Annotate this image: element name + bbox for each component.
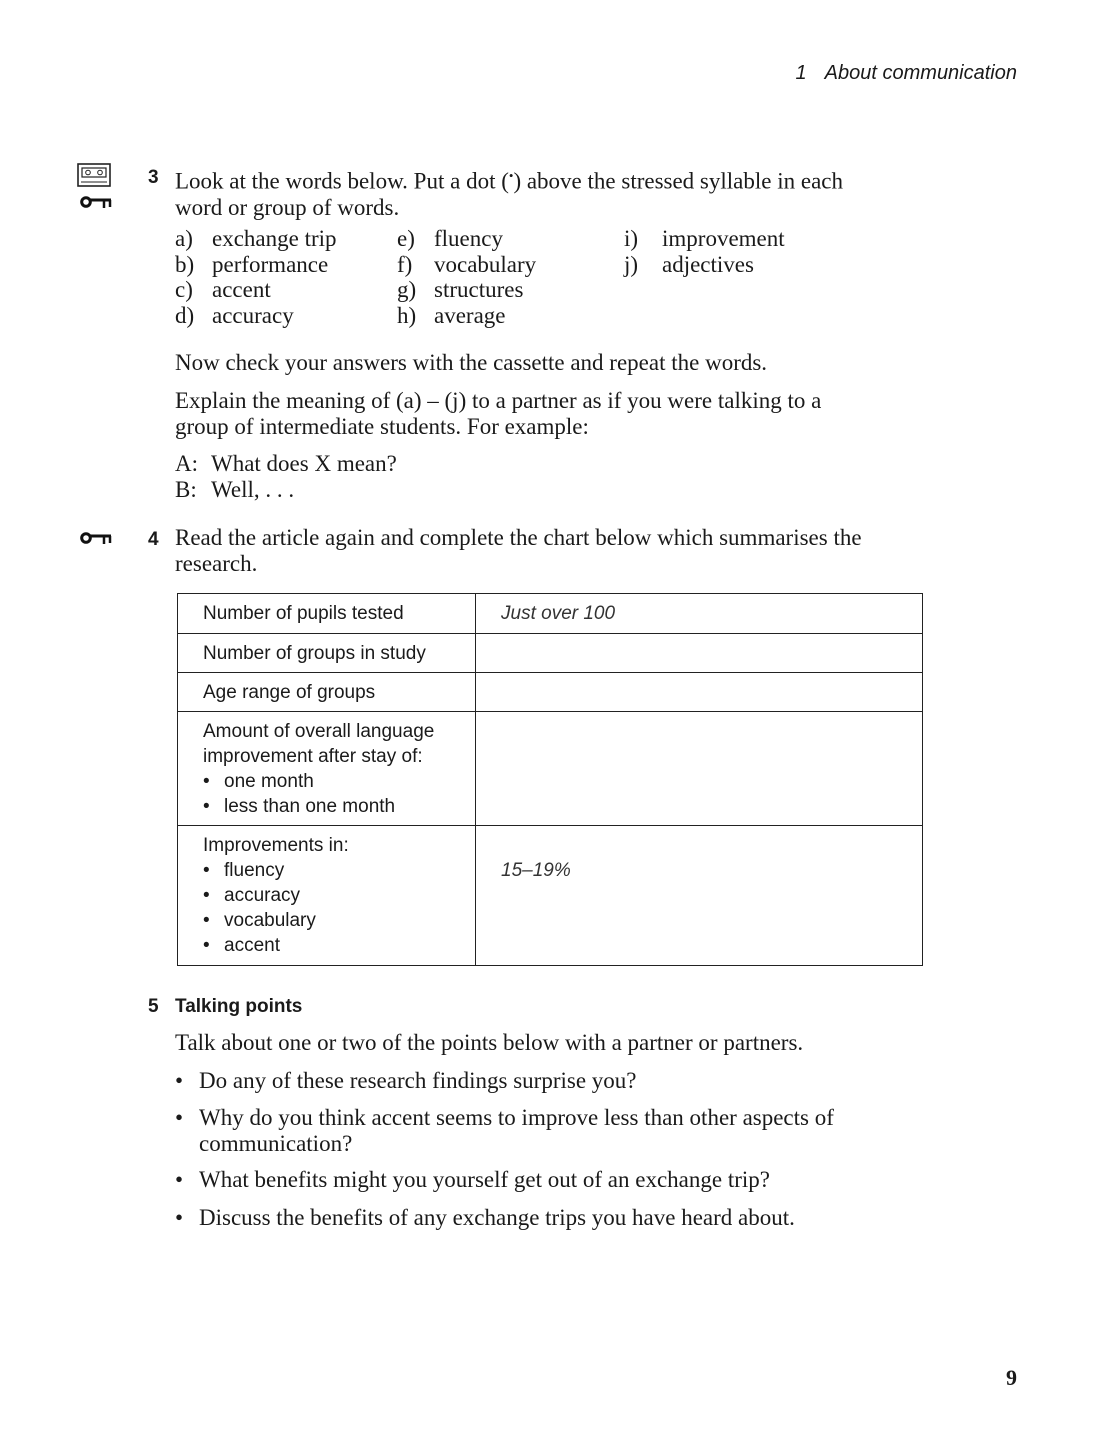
word-column bbox=[624, 226, 785, 277]
bullet-item: • accent bbox=[203, 933, 465, 958]
speaker-label: A: bbox=[175, 451, 198, 476]
table-label-cell: Age range of groups bbox=[178, 673, 476, 712]
bullet-item: • one month bbox=[203, 769, 465, 794]
word-item bbox=[397, 277, 536, 303]
word-letter: h) bbox=[397, 302, 417, 328]
talking-point-text bbox=[175, 1105, 919, 1157]
word-text: adjectives bbox=[662, 251, 754, 277]
instruction-line bbox=[175, 163, 843, 195]
word-text: vocabulary bbox=[434, 251, 537, 277]
word-text: performance bbox=[212, 251, 329, 277]
label-line: Amount of overall language bbox=[203, 721, 435, 742]
talking-point-text: • Discuss the benefits of any exchange trips you have heard about. bbox=[175, 1205, 919, 1231]
word-item bbox=[397, 226, 536, 252]
word-letter: a) bbox=[175, 226, 193, 251]
dialogue-line bbox=[175, 451, 397, 477]
word-column bbox=[175, 226, 337, 328]
exercise-4-instruction bbox=[175, 525, 862, 577]
word-item bbox=[175, 303, 337, 329]
unit-title: About communication bbox=[824, 62, 1017, 84]
bullet-item: • fluency bbox=[203, 858, 465, 883]
page-number: 9 bbox=[1006, 1365, 1017, 1390]
explain-instruction bbox=[175, 388, 821, 440]
example-dialogue bbox=[175, 451, 397, 503]
instruction-line: word or group of words. bbox=[175, 194, 400, 220]
exercise-4-number: 4 bbox=[148, 529, 159, 550]
instruction-text: ) above the stressed syllable in each bbox=[513, 168, 843, 194]
table-label-cell bbox=[178, 712, 476, 826]
bullet-item: • less than one month bbox=[203, 794, 465, 819]
exercise-5-title: Talking points bbox=[175, 996, 303, 1017]
talking-point-text: • What benefits might you yourself get out of an exchange trip? bbox=[175, 1167, 919, 1193]
table-value-cell[interactable]: Just over 100 bbox=[476, 594, 923, 634]
bullet-item: • vocabulary bbox=[203, 908, 465, 933]
key-icon bbox=[80, 194, 114, 210]
word-text: improvement bbox=[662, 226, 785, 251]
label-line: improvement after stay of: bbox=[203, 746, 423, 767]
word-item bbox=[397, 252, 536, 278]
word-text: exchange trip bbox=[212, 226, 337, 251]
check-instruction: Now check your answers with the cassette and repeat the words. bbox=[175, 350, 768, 375]
exercise-3-instruction bbox=[175, 163, 843, 221]
word-text: structures bbox=[434, 277, 524, 302]
label-line: Improvements in: bbox=[203, 835, 349, 856]
running-header bbox=[796, 62, 1017, 85]
table-value-cell[interactable]: 15–19% bbox=[476, 826, 923, 966]
table-value-cell[interactable] bbox=[476, 673, 923, 712]
word-text: accent bbox=[212, 277, 271, 302]
instruction-line: group of intermediate students. For example: bbox=[175, 414, 589, 439]
dialogue-text: What does X mean? bbox=[211, 451, 397, 476]
talking-point bbox=[175, 1167, 919, 1193]
word-item bbox=[624, 226, 785, 252]
cassette-icon bbox=[77, 163, 111, 189]
table-row bbox=[178, 634, 923, 673]
word-letter: e) bbox=[397, 226, 415, 251]
exercise-5-number: 5 bbox=[148, 996, 159, 1017]
table-row bbox=[178, 594, 923, 634]
speaker-label: B: bbox=[175, 477, 197, 502]
research-summary-table bbox=[177, 593, 923, 966]
word-item bbox=[175, 226, 337, 252]
talking-point-line: communication? bbox=[199, 1131, 353, 1156]
word-column bbox=[397, 226, 536, 328]
word-text: average bbox=[434, 302, 506, 328]
word-item bbox=[624, 252, 785, 278]
word-text: accuracy bbox=[212, 302, 294, 328]
exercise-5-intro: Talk about one or two of the points below with a partner or partners. bbox=[175, 1030, 804, 1055]
word-text: fluency bbox=[434, 226, 503, 251]
dialogue-line bbox=[175, 477, 397, 503]
word-letter: j) bbox=[624, 251, 639, 277]
key-icon bbox=[80, 530, 114, 546]
bullet-item: • accuracy bbox=[203, 883, 465, 908]
talking-point bbox=[175, 1205, 919, 1231]
instruction-line: Read the article again and complete the chart below which summarises the bbox=[175, 525, 862, 550]
dialogue-text: Well, . . . bbox=[211, 477, 295, 502]
instruction-line: research. bbox=[175, 551, 258, 576]
word-item bbox=[397, 303, 536, 329]
table-label-cell bbox=[178, 826, 476, 966]
table-value-cell[interactable] bbox=[476, 634, 923, 673]
word-letter: b) bbox=[175, 251, 195, 277]
word-letter: g) bbox=[397, 277, 417, 302]
table-label-cell: Number of groups in study bbox=[178, 634, 476, 673]
word-item bbox=[175, 252, 337, 278]
unit-number: 1 bbox=[795, 62, 807, 84]
talking-point bbox=[175, 1105, 919, 1157]
instruction-text: Look at the words below. Put a dot ( bbox=[175, 168, 509, 194]
instruction-line: Explain the meaning of (a) – (j) to a partner as if you were talking to a bbox=[175, 388, 822, 413]
table-row bbox=[178, 826, 923, 966]
talking-point bbox=[175, 1068, 919, 1094]
talking-point-line: • Why do you think accent seems to improve less than other aspects of bbox=[199, 1105, 834, 1130]
table-label-cell: Number of pupils tested bbox=[178, 594, 476, 634]
table-value-cell[interactable] bbox=[476, 712, 923, 826]
word-letter: f) bbox=[397, 251, 413, 277]
word-letter: i) bbox=[624, 226, 639, 251]
word-letter: d) bbox=[175, 302, 195, 328]
word-item bbox=[175, 277, 337, 303]
word-letter: c) bbox=[175, 277, 193, 302]
stress-dot: • bbox=[508, 168, 514, 183]
table-row bbox=[178, 712, 923, 826]
table-row bbox=[178, 673, 923, 712]
talking-point-text: • Do any of these research findings surprise you? bbox=[175, 1068, 919, 1094]
exercise-3-number: 3 bbox=[148, 167, 159, 188]
